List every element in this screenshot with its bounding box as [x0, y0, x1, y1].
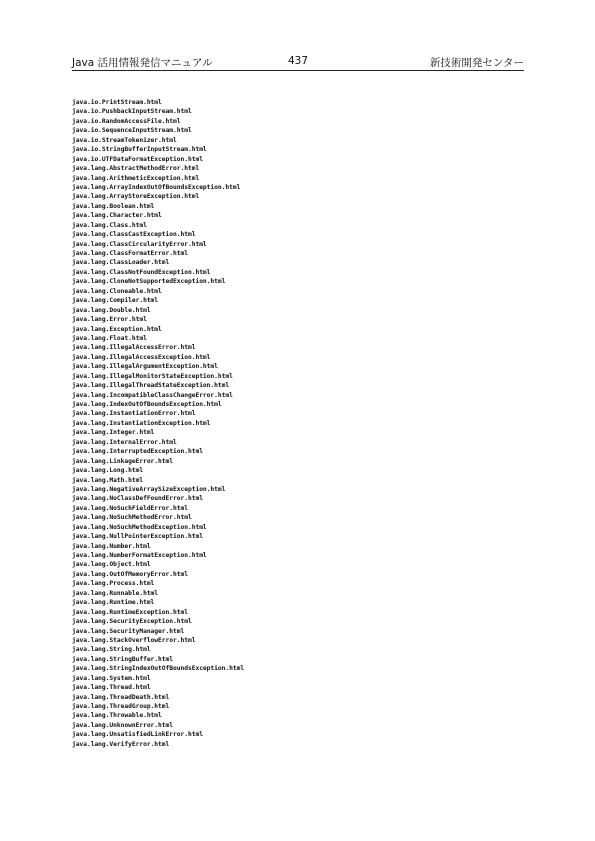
- file-list-item: java.lang.NoSuchMethodError.html: [72, 514, 192, 522]
- publisher-name: 新技術開発センター: [429, 57, 524, 69]
- file-list-item: java.io.RandomAccessFile.html: [72, 117, 181, 125]
- file-list-item: java.lang.StackOverflowError.html: [72, 636, 196, 644]
- page-header: [72, 55, 524, 71]
- file-list-item: java.lang.System.html: [72, 674, 151, 682]
- file-list-item: java.io.PushbackInputStream.html: [72, 108, 192, 116]
- file-list-item: java.lang.ArithmeticException.html: [72, 174, 200, 182]
- file-list-item: java.io.StringBufferInputStream.html: [72, 146, 207, 154]
- file-list-item: java.lang.ClassLoader.html: [72, 259, 170, 267]
- file-list-item: java.lang.Long.html: [72, 467, 144, 475]
- file-list-item: java.lang.InstantiationError.html: [72, 410, 196, 418]
- file-list-item: java.lang.RuntimeException.html: [72, 608, 188, 616]
- html-file-list: [72, 98, 244, 749]
- file-list-item: java.lang.Compiler.html: [72, 297, 159, 305]
- file-list-item: java.lang.Process.html: [72, 580, 155, 588]
- file-list-item: java.lang.Number.html: [72, 542, 151, 550]
- file-list-item: java.lang.Runnable.html: [72, 589, 159, 597]
- file-list-item: java.lang.IllegalThreadStateException.html: [72, 382, 230, 390]
- file-list-item: java.lang.InternalError.html: [72, 438, 177, 446]
- file-list-item: java.lang.Exception.html: [72, 325, 162, 333]
- file-list-item: java.lang.IndexOutOfBoundsException.html: [72, 401, 222, 408]
- file-list-item: java.lang.ClassCastException.html: [72, 231, 196, 239]
- file-list-item: java.lang.String.html: [72, 646, 151, 654]
- file-list-item: java.lang.Boolean.html: [72, 202, 155, 210]
- file-list-item: java.lang.UnknownError.html: [72, 721, 174, 729]
- header-rule: [72, 70, 524, 71]
- file-list-item: java.lang.Runtime.html: [72, 599, 155, 607]
- file-list-item: java.lang.IllegalAccessError.html: [72, 344, 196, 352]
- file-list-item: java.lang.ArrayIndexOutOfBoundsException.html: [72, 183, 241, 191]
- file-list-item: java.lang.CloneNotSupportedException.html: [72, 278, 226, 286]
- file-list-item: java.lang.NumberFormatException.html: [72, 552, 207, 559]
- file-list-item: java.io.StreamTokenizer.html: [72, 136, 177, 144]
- file-list-item: java.io.SequenceInputStream.html: [72, 127, 192, 135]
- file-list-item: java.lang.Thread.html: [72, 684, 151, 692]
- file-list-item: java.lang.Character.html: [72, 212, 162, 220]
- file-list-item: java.lang.ArrayStoreException.html: [72, 193, 200, 201]
- file-list-item: java.lang.InterruptedException.html: [72, 448, 203, 456]
- file-list-item: java.lang.InstantiationException.html: [72, 419, 211, 427]
- file-list-item: java.lang.OutOfMemoryError.html: [72, 570, 188, 578]
- file-list-item: java.lang.Cloneable.html: [72, 287, 162, 295]
- file-list-item: java.lang.Float.html: [72, 334, 147, 342]
- file-list-item: java.lang.ClassCircularityError.html: [72, 240, 207, 248]
- file-list-item: java.lang.LinkageError.html: [72, 457, 174, 465]
- file-list-item: java.lang.SecurityException.html: [72, 618, 192, 626]
- file-list-item: java.lang.ThreadGroup.html: [72, 703, 170, 710]
- file-list-item: java.lang.NoClassDefFoundError.html: [72, 495, 203, 503]
- page-number: 437: [287, 55, 309, 67]
- file-list-item: java.lang.Class.html: [72, 221, 147, 229]
- file-list-item: java.lang.NoSuchMethodException.html: [72, 523, 207, 531]
- file-list-item: java.lang.IllegalMonitorStateException.html: [72, 372, 233, 380]
- file-list-item: java.lang.VerifyError.html: [72, 740, 170, 748]
- file-list-item: java.lang.StringBuffer.html: [72, 655, 174, 663]
- file-list-item: java.lang.UnsatisfiedLinkError.html: [72, 731, 203, 739]
- file-list-item: java.lang.ClassFormatError.html: [72, 250, 188, 257]
- file-list-item: java.lang.ClassNotFoundException.html: [72, 268, 211, 276]
- file-list-item: java.lang.ThreadDeath.html: [72, 693, 170, 701]
- file-list-item: java.io.UTFDataFormatException.html: [72, 155, 203, 163]
- file-list-item: java.lang.Error.html: [72, 316, 147, 324]
- file-list-item: java.lang.Object.html: [72, 561, 151, 569]
- file-list-item: java.lang.Double.html: [72, 306, 151, 314]
- file-list-item: java.lang.Throwable.html: [72, 712, 162, 720]
- file-list-item: java.lang.Math.html: [72, 476, 144, 484]
- file-list-item: java.lang.StringIndexOutOfBoundsException.html: [72, 665, 245, 673]
- document-title: Java 活用情報発信マニュアル: [72, 57, 213, 69]
- file-list-item: java.lang.NoSuchFieldError.html: [72, 504, 188, 512]
- file-list-item: java.io.PrintStream.html: [72, 99, 162, 106]
- file-list-item: java.lang.IncompatibleClassChangeError.html: [72, 391, 233, 399]
- file-list-item: java.lang.SecurityManager.html: [72, 627, 185, 635]
- file-list-item: java.lang.NullPointerException.html: [72, 533, 203, 541]
- file-list-item: java.lang.Integer.html: [72, 429, 155, 437]
- file-list-item: java.lang.IllegalAccessException.html: [72, 353, 211, 361]
- file-list-item: java.lang.IllegalArgumentException.html: [72, 363, 218, 371]
- file-list-item: java.lang.AbstractMethodError.html: [72, 165, 200, 173]
- file-list-item: java.lang.NegativeArraySizeException.html: [72, 485, 226, 493]
